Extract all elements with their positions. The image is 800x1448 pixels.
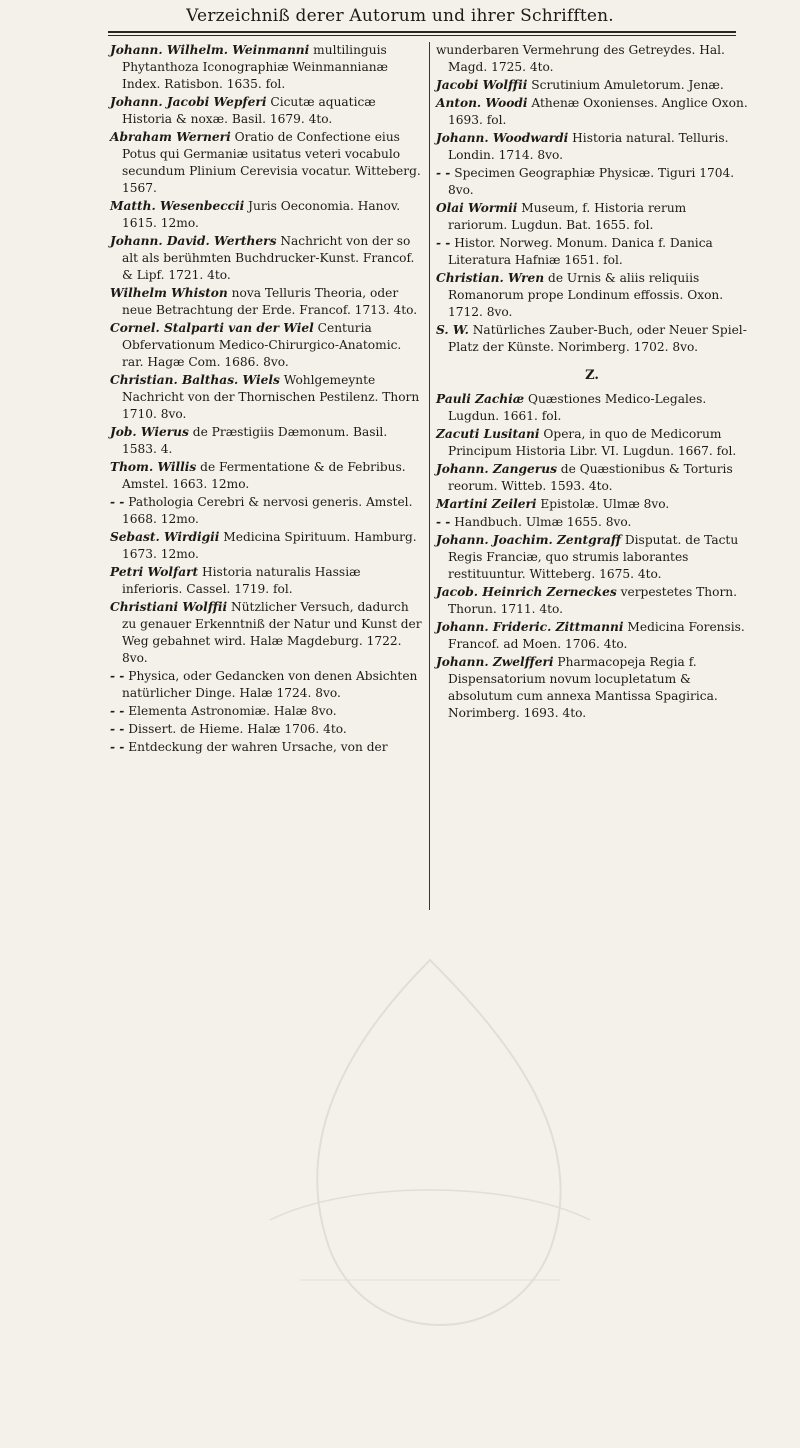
- entry-text: de Quæstionibus & Torturis reorum. Witteb. 1593. 4to.: [448, 462, 733, 493]
- right-column: [436, 42, 748, 723]
- bibliography-entry: [110, 459, 422, 493]
- bibliography-entry: [110, 42, 422, 93]
- entry-text: multilinguis Phytanthoza Iconographiæ Weinmannianæ Index. Ratisbon. 1635. fol.: [122, 43, 389, 91]
- bibliography-entry: [110, 703, 422, 720]
- entry-text: Juris Oeconomia. Hanov. 1615. 12mo.: [122, 199, 401, 230]
- entry-text: Physica, oder Gedancken von denen Absichten natürlicher Dinge. Halæ 1724. 8vo.: [122, 669, 418, 700]
- entry-author: Matth. Wesenbeccii: [110, 199, 245, 213]
- entry-text: wunderbaren Vermehrung des Getreydes. Hal. Magd. 1725. 4to.: [436, 43, 725, 74]
- entry-author: Pauli Zachiæ: [436, 392, 525, 406]
- entry-author: Petri Wolfart: [110, 565, 199, 579]
- entry-author: Johann. Joachim. Zentgraff: [436, 533, 622, 547]
- bibliography-entry: [436, 95, 748, 129]
- bibliography-entry: [110, 233, 422, 284]
- bibliography-entry: [436, 270, 748, 321]
- entry-author: Job. Wierus: [110, 425, 189, 439]
- entry-text: Medicina Spirituum. Hamburg. 1673. 12mo.: [122, 530, 417, 561]
- bibliography-entry: [436, 654, 748, 722]
- entry-author: Abraham Werneri: [110, 130, 231, 144]
- header-rule: [108, 31, 736, 33]
- entry-author: Thom. Willis: [110, 460, 197, 474]
- bibliography-entry: [436, 200, 748, 234]
- entry-author: Jacobi Wolffii: [436, 78, 528, 92]
- entry-text: Nachricht von der so alt als berühmten Buchdrucker-Kunst. Francof. & Lipf. 1721. 4to.: [122, 234, 415, 282]
- section-letter: Z.: [585, 368, 599, 383]
- entry-text: Handbuch. Ulmæ 1655. 8vo.: [450, 515, 632, 529]
- entry-text: de Fermentatione & de Febribus. Amstel. 1663. 12mo.: [122, 460, 406, 491]
- bleed-through-ornament: [150, 920, 710, 1420]
- entry-author: - -: [110, 722, 125, 736]
- entry-text: Opera, in quo de Medicorum Principum Historia Libr. VI. Lugdun. 1667. fol.: [448, 427, 737, 458]
- bibliography-entry: [110, 129, 422, 197]
- bibliography-entry: [436, 165, 748, 199]
- bibliography-entry: [436, 584, 748, 618]
- bibliography-entry: [436, 322, 748, 356]
- entry-text: Entdeckung der wahren Ursache, von der: [124, 740, 388, 754]
- bibliography-entry: [436, 42, 748, 76]
- entry-author: Sebast. Wirdigii: [110, 530, 220, 544]
- bibliography-entry: [436, 77, 748, 94]
- entry-author: - -: [436, 166, 451, 180]
- entry-text: Pharmacopeja Regia f. Dispensatorium novum locupletatum & absolutum cum annexa Mantissa Spagirica. Norimberg. 1693. 4to.: [448, 655, 718, 720]
- entry-author: - -: [436, 515, 451, 529]
- entry-author: Martini Zeileri: [436, 497, 537, 511]
- bibliography-entry: [436, 235, 748, 269]
- entry-text: Cicutæ aquaticæ Historia & noxæ. Basil. 1679. 4to.: [122, 95, 376, 126]
- entry-text: Medicina Forensis. Francof. ad Moen. 1706. 4to.: [448, 620, 745, 651]
- entry-text: Histor. Norweg. Monum. Danica f. Danica Literatura Hafniæ 1651. fol.: [448, 236, 713, 267]
- entry-author: Cornel. Stalparti van der Wiel: [110, 321, 314, 335]
- entry-text: Centuria Obfervationum Medico-Chirurgico-Anatomic. rar. Hagæ Com. 1686. 8vo.: [122, 321, 402, 369]
- entry-text: Athenæ Oxonienses. Anglice Oxon. 1693. fol.: [448, 96, 748, 127]
- entry-text: Historia natural. Telluris. Londin. 1714. 8vo.: [448, 131, 729, 162]
- entry-text: Historia naturalis Hassiæ inferioris. Cassel. 1719. fol.: [122, 565, 361, 596]
- entry-text: de Præstigiis Dæmonum. Basil. 1583. 4.: [122, 425, 388, 456]
- bibliography-entry: [110, 372, 422, 423]
- bibliography-entry: [436, 391, 748, 425]
- bibliography-entry: [110, 529, 422, 563]
- page-header: Verzeichniß derer Autorum und ihrer Schrifften.: [186, 6, 614, 26]
- entry-author: Anton. Woodi: [436, 96, 528, 110]
- entry-author: Johann. Jacobi Wepferi: [110, 95, 267, 109]
- bibliography-entry: [110, 494, 422, 528]
- entry-text: de Urnis & aliis reliquiis Romanorum prope Londinum effossis. Oxon. 1712. 8vo.: [448, 271, 724, 319]
- entry-author: Christian. Balthas. Wiels: [110, 373, 280, 387]
- bibliography-entry: [110, 424, 422, 458]
- entry-text: Scrutinium Amuletorum. Jenæ.: [527, 78, 724, 92]
- entry-text: Oratio de Confectione eius Potus qui Germaniæ usitatus veteri vocabulo secundum Plinium Cerevisia vocatur. Witteberg. 1567.: [122, 130, 421, 195]
- entry-author: Johann. Wilhelm. Weinmanni: [110, 43, 310, 57]
- entry-text: verpestetes Thorn. Thorun. 1711. 4to.: [448, 585, 738, 616]
- bibliography-entry: [110, 285, 422, 319]
- left-column: [110, 42, 422, 757]
- entry-author: Wilhelm Whiston: [110, 286, 228, 300]
- header-rule-thin: [108, 35, 736, 36]
- bibliography-entry: [110, 198, 422, 232]
- entry-text: Nützlicher Versuch, dadurch zu genauer Erkenntniß der Natur und Kunst der Weg gebahnet wird. Halæ Magdeburg. 1722. 8vo.: [122, 600, 422, 665]
- entry-text: Specimen Geographiæ Physicæ. Tiguri 1704. 8vo.: [448, 166, 735, 197]
- bibliography-entry: [110, 739, 422, 756]
- bibliography-entry: [436, 532, 748, 583]
- bibliography-entry: [436, 514, 748, 531]
- entry-author: - -: [110, 704, 125, 718]
- entry-author: - -: [436, 236, 451, 250]
- entry-text: nova Telluris Theoria, oder neue Betrachtung der Erde. Francof. 1713. 4to.: [122, 286, 418, 317]
- entry-author: Jacob. Heinrich Zerneckes: [436, 585, 617, 599]
- bibliography-entry: [110, 564, 422, 598]
- entry-text: Pathologia Cerebri & nervosi generis. Amstel. 1668. 12mo.: [122, 495, 413, 526]
- bibliography-entry: [436, 426, 748, 460]
- entry-author: - -: [110, 669, 125, 683]
- column-divider: [429, 42, 430, 910]
- entry-text: Museum, f. Historia rerum rariorum. Lugdun. Bat. 1655. fol.: [448, 201, 687, 232]
- entry-text: Disputat. de Tactu Regis Franciæ, quo strumis laborantes restituuntur. Witteberg. 1675. 4to.: [448, 533, 739, 581]
- entry-author: Johann. Woodwardi: [436, 131, 569, 145]
- entry-author: - -: [110, 740, 125, 754]
- entry-author: Christian. Wren: [436, 271, 545, 285]
- entry-text: Wohlgemeynte Nachricht von der Thornischen Pestilenz. Thorn 1710. 8vo.: [122, 373, 420, 421]
- bibliography-entry: [436, 461, 748, 495]
- entry-author: Christiani Wolffii: [110, 600, 228, 614]
- entry-author: S. W.: [436, 323, 469, 337]
- bibliography-entry: [110, 668, 422, 702]
- entry-author: Johann. Frideric. Zittmanni: [436, 620, 624, 634]
- entry-author: Olai Wormii: [436, 201, 518, 215]
- bibliography-entry: [436, 130, 748, 164]
- entry-author: Johann. Zwelfferi: [436, 655, 554, 669]
- entry-text: Epistolæ. Ulmæ 8vo.: [536, 497, 670, 511]
- entry-author: Johann. David. Werthers: [110, 234, 277, 248]
- entry-author: - -: [110, 495, 125, 509]
- entry-author: Zacuti Lusitani: [436, 427, 540, 441]
- bibliography-entry: [110, 320, 422, 371]
- bibliography-entry: [436, 619, 748, 653]
- bibliography-entry: [110, 599, 422, 667]
- entry-text: Quæstiones Medico-Legales. Lugdun. 1661. fol.: [448, 392, 707, 423]
- bibliography-entry: [110, 94, 422, 128]
- entry-text: Natürliches Zauber-Buch, oder Neuer Spiel-Platz der Künste. Norimberg. 1702. 8vo.: [448, 323, 747, 354]
- entry-author: Johann. Zangerus: [436, 462, 557, 476]
- entry-text: Elementa Astronomiæ. Halæ 8vo.: [124, 704, 337, 718]
- entry-text: Dissert. de Hieme. Halæ 1706. 4to.: [124, 722, 347, 736]
- bibliography-entry: [110, 721, 422, 738]
- bibliography-entry: [436, 496, 748, 513]
